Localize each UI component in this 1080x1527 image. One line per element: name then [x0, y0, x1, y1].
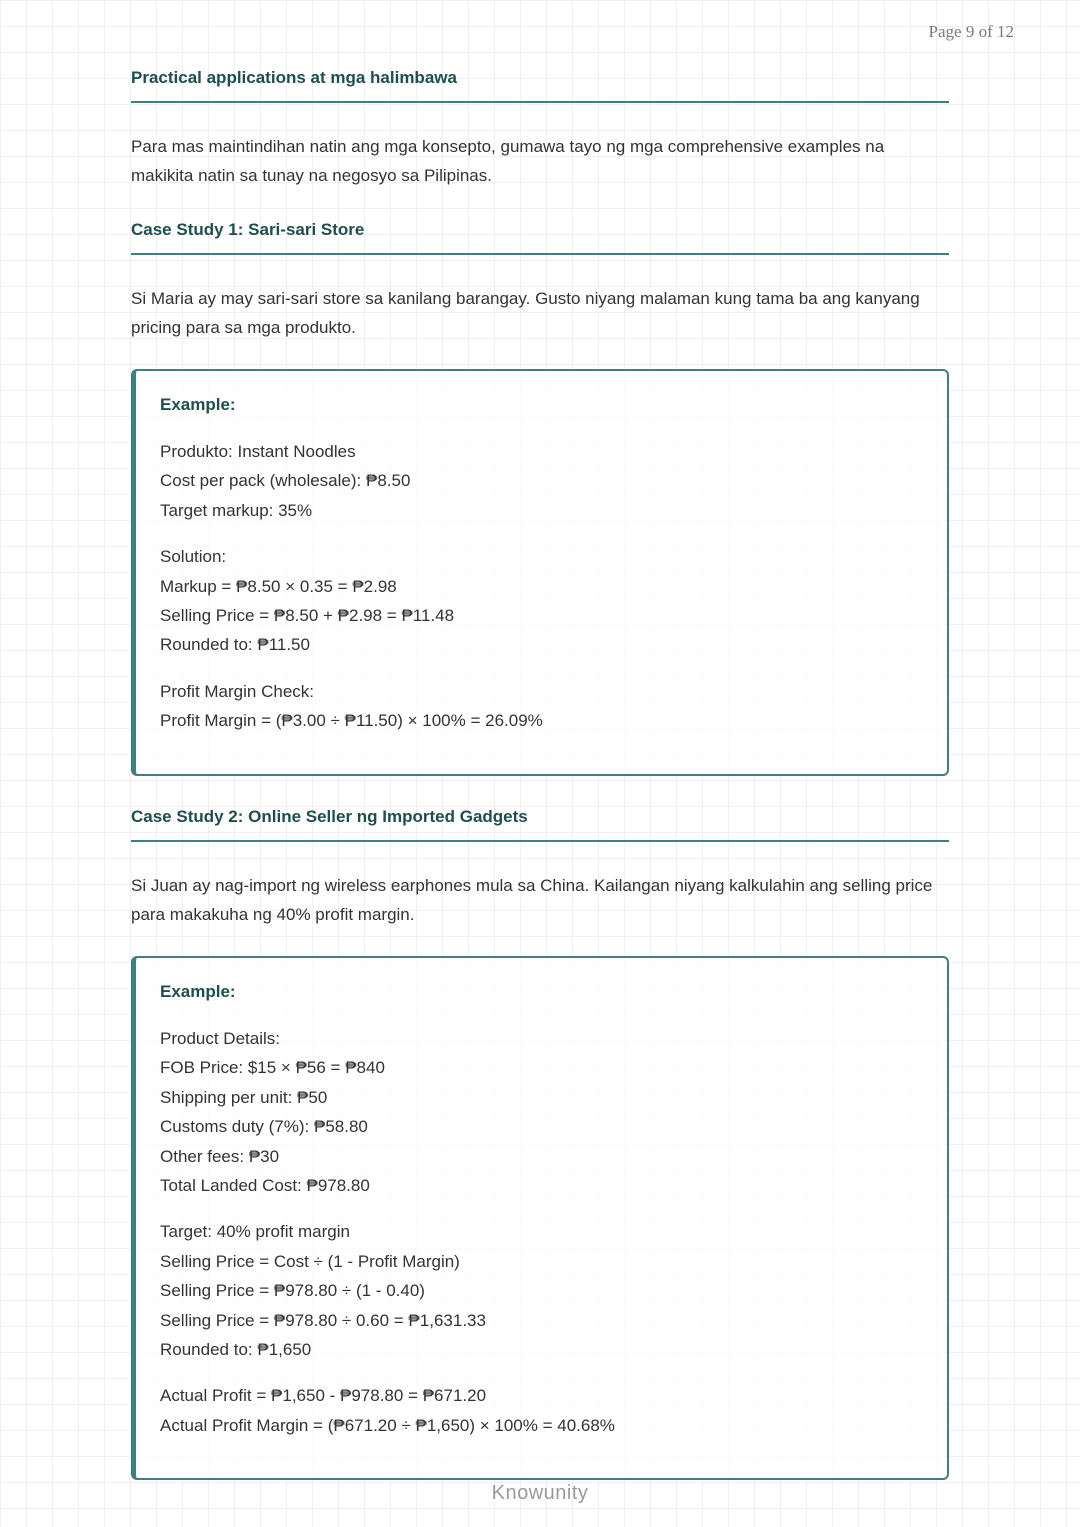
case1-given-line: Target markup: 35% — [160, 500, 313, 520]
case2-detail-line: Customs duty (7%): ₱58.80 — [160, 1117, 368, 1137]
case1-given-line: Cost per pack (wholesale): ₱8.50 — [160, 471, 411, 491]
section-intro: Para mas maintindihan natin ang mga konsepto, gumawa tayo ng mga comprehensive examples na makikita natin sa tunay na negosyo sa Pilipinas. — [131, 137, 885, 185]
footer-brand: Knowunity — [491, 1482, 589, 1504]
case2-actual-line: Actual Profit Margin = (₱671.20 ÷ ₱1,650) × 100% = 40.68% — [160, 1415, 615, 1435]
case2-target-line: Selling Price = Cost ÷ (1 - Profit Margin) — [160, 1251, 460, 1271]
case1-solution-line: Rounded to: ₱11.50 — [160, 635, 310, 655]
case2-target-line: Selling Price = ₱978.80 ÷ (1 - 0.40) — [160, 1281, 425, 1301]
section-heading: Practical applications at mga halimbawa — [131, 68, 949, 103]
case2-detail-line: FOB Price: $15 × ₱56 = ₱840 — [160, 1058, 385, 1078]
document-content — [131, 68, 949, 1480]
case2-actual-line: Actual Profit = ₱1,650 - ₱978.80 = ₱671.20 — [160, 1386, 487, 1406]
case1-check-line: Profit Margin Check: — [160, 681, 314, 701]
case2-target-line: Selling Price = ₱978.80 ÷ 0.60 = ₱1,631.33 — [160, 1310, 486, 1330]
case2-detail-line: Total Landed Cost: ₱978.80 — [160, 1176, 370, 1196]
case1-given-line: Produkto: Instant Noodles — [160, 442, 356, 461]
case1-example-box — [131, 369, 949, 776]
case2-heading: Case Study 2: Online Seller ng Imported Gadgets — [131, 807, 949, 842]
case2-detail-line: Other fees: ₱30 — [160, 1146, 280, 1166]
case2-detail-line: Product Details: — [160, 1029, 280, 1048]
case2-intro: Si Juan ay nag-import ng wireless earphones mula sa China. Kailangan niyang kalkulahin ang selling price para makakuha ng 40% profit margin. — [131, 876, 933, 924]
case2-target-line: Target: 40% profit margin — [160, 1222, 350, 1242]
case1-solution-line: Solution: — [160, 547, 227, 567]
case1-heading: Case Study 1: Sari-sari Store — [131, 220, 949, 255]
case2-detail-line: Shipping per unit: ₱50 — [160, 1087, 328, 1107]
case2-example-box — [131, 956, 949, 1480]
case1-example-title: Example: — [160, 395, 236, 414]
case1-check-line: Profit Margin = (₱3.00 ÷ ₱11.50) × 100% = 26.09% — [160, 711, 543, 731]
page-number: Page 9 of 12 — [928, 22, 1014, 41]
case1-intro: Si Maria ay may sari-sari store sa kanilang barangay. Gusto niyang malaman kung tama ba ang kanyang pricing para sa mga produkto. — [131, 289, 920, 337]
case1-solution-line: Markup = ₱8.50 × 0.35 = ₱2.98 — [160, 576, 397, 596]
case2-example-title: Example: — [160, 982, 236, 1001]
case1-solution-line: Selling Price = ₱8.50 + ₱2.98 = ₱11.48 — [160, 606, 455, 626]
case2-target-line: Rounded to: ₱1,650 — [160, 1340, 312, 1360]
